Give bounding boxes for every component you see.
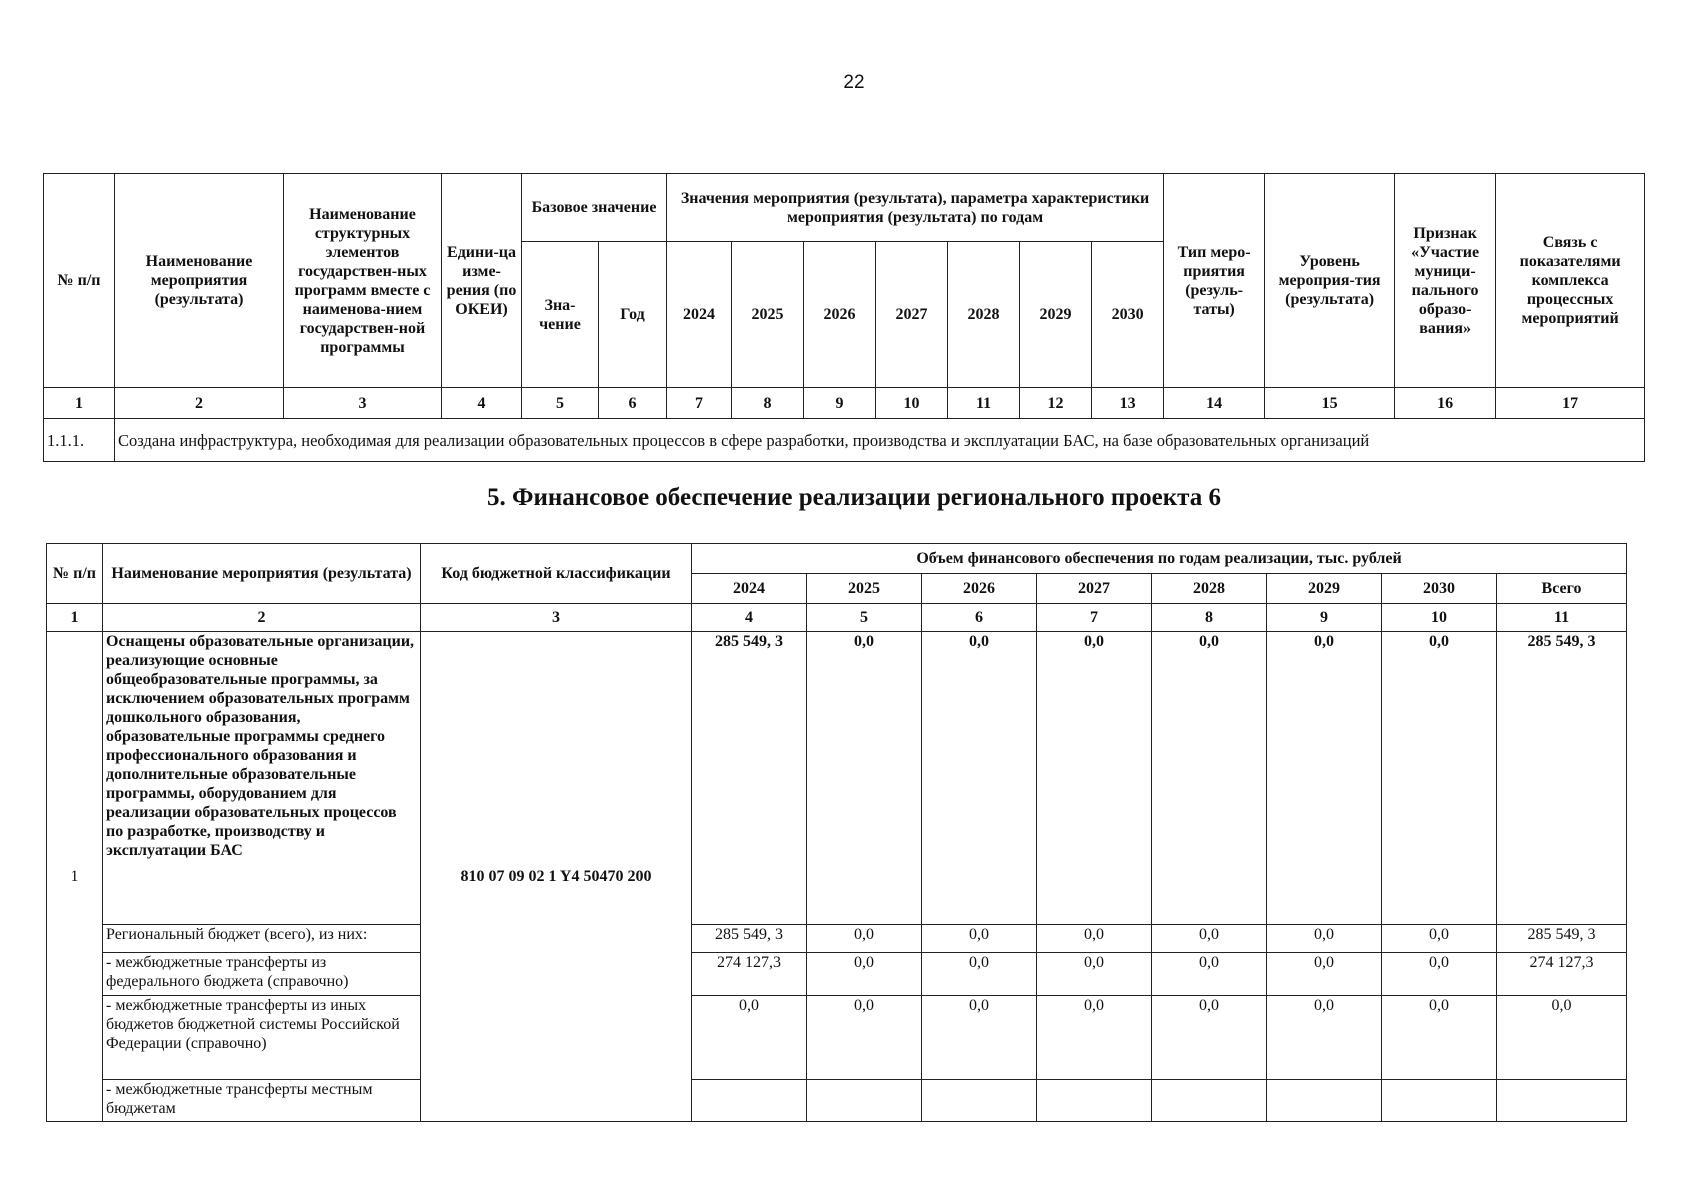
row-label: - межбюджетные трансферты местным бюджетам: [103, 1080, 421, 1122]
value-cell: [1267, 1080, 1382, 1122]
column-number: 13: [1092, 388, 1164, 419]
value-cell: 0,0: [1267, 996, 1382, 1080]
page-number: 22: [843, 72, 865, 93]
column-number: 7: [667, 388, 732, 419]
row-label: - межбюджетные трансферты из иных бюджетов бюджетной системы Российской Федерации (справочно): [103, 996, 421, 1080]
column-number: 2: [103, 604, 421, 632]
column-number: 9: [804, 388, 876, 419]
value-cell: 0,0: [922, 953, 1037, 996]
header-year: 2026: [922, 574, 1037, 604]
column-numbers-row: [44, 388, 1645, 419]
row-number: 1: [47, 632, 103, 1122]
value-cell: 0,0: [1037, 996, 1152, 1080]
column-number: 3: [284, 388, 442, 419]
total-cell: 274 127,3: [1497, 953, 1627, 996]
header-base-value: Зна-чение: [522, 242, 599, 388]
row-label: - межбюджетные трансферты из федерального бюджета (справочно): [103, 953, 421, 996]
header-total: Всего: [1497, 574, 1627, 604]
header-base: Базовое значение: [522, 174, 667, 242]
indicators-table: [43, 173, 1645, 462]
header-year: 2030: [1092, 242, 1164, 388]
value-cell: 0,0: [692, 996, 807, 1080]
header-year: 2026: [804, 242, 876, 388]
table-row: [47, 925, 1627, 953]
column-number: 1: [47, 604, 103, 632]
table-row: [44, 419, 1645, 462]
value-cell: [807, 1080, 922, 1122]
column-number: 4: [442, 388, 522, 419]
value-cell: 0,0: [1382, 632, 1497, 925]
value-cell: 0,0: [807, 632, 922, 925]
column-number: 11: [1497, 604, 1627, 632]
value-cell: 0,0: [922, 925, 1037, 953]
item-text: Создана инфраструктура, необходимая для реализации образовательных процессов в сфере разработки, производства и эксплуатации БАС, на базе образовательных организаций: [115, 419, 1645, 462]
column-number: 14: [1164, 388, 1265, 419]
column-number: 8: [732, 388, 804, 419]
column-number: 5: [522, 388, 599, 419]
value-cell: [922, 1080, 1037, 1122]
column-number: 9: [1267, 604, 1382, 632]
column-number: 8: [1152, 604, 1267, 632]
column-number: 3: [421, 604, 692, 632]
column-number: 11: [948, 388, 1020, 419]
header-no: № п/п: [44, 174, 115, 388]
total-cell: 285 549, 3: [1497, 925, 1627, 953]
value-cell: [1382, 1080, 1497, 1122]
header-type: Тип меро-приятия (резуль-таты): [1164, 174, 1265, 388]
column-number: 17: [1496, 388, 1645, 419]
column-number: 10: [876, 388, 948, 419]
header-year: 2027: [1037, 574, 1152, 604]
header-year: 2025: [807, 574, 922, 604]
total-cell: [1497, 1080, 1627, 1122]
column-number: 6: [599, 388, 667, 419]
value-cell: 274 127,3: [692, 953, 807, 996]
header-year: 2029: [1267, 574, 1382, 604]
column-number: 5: [807, 604, 922, 632]
table-row: [47, 953, 1627, 996]
value-cell: 0,0: [1152, 925, 1267, 953]
budget-code: 810 07 09 02 1 Y4 50470 200: [421, 632, 692, 1122]
financing-table: [46, 543, 1627, 1122]
column-number: 4: [692, 604, 807, 632]
header-year: 2029: [1020, 242, 1092, 388]
column-number: 6: [922, 604, 1037, 632]
value-cell: 0,0: [1382, 996, 1497, 1080]
value-cell: 0,0: [1152, 953, 1267, 996]
table-row: [47, 1080, 1627, 1122]
row-label: Региональный бюджет (всего), из них:: [103, 925, 421, 953]
column-number: 1: [44, 388, 115, 419]
value-cell: 0,0: [922, 996, 1037, 1080]
header-level: Уровень мероприя-тия (результата): [1265, 174, 1395, 388]
value-cell: 0,0: [1152, 632, 1267, 925]
header-base-year: Год: [599, 242, 667, 388]
column-number: 2: [115, 388, 284, 419]
column-number: 7: [1037, 604, 1152, 632]
column-number: 12: [1020, 388, 1092, 419]
section-title: 5. Финансовое обеспечение реализации регионального проекта 6: [486, 484, 1222, 511]
table-row: [47, 996, 1627, 1080]
column-number: 10: [1382, 604, 1497, 632]
header-link: Связь с показателями комплекса процессных мероприятий: [1496, 174, 1645, 388]
value-cell: [1152, 1080, 1267, 1122]
header-values-group: Значения мероприятия (результата), параметра характеристики мероприятия (результата) по годам: [667, 174, 1164, 242]
column-number: 15: [1265, 388, 1395, 419]
value-cell: 0,0: [807, 953, 922, 996]
header-name: Наименование мероприятия (результата): [103, 544, 421, 604]
header-year: 2024: [692, 574, 807, 604]
column-numbers-row: [47, 604, 1627, 632]
value-cell: 0,0: [922, 632, 1037, 925]
value-cell: 0,0: [1037, 925, 1152, 953]
table-row: [47, 632, 1627, 925]
header-year: 2027: [876, 242, 948, 388]
header-code: Код бюджетной классификации: [421, 544, 692, 604]
value-cell: 0,0: [1382, 953, 1497, 996]
header-struct: Наименование структурных элементов государствен-ных программ вместе с наименова-нием государствен-ной программы: [284, 174, 442, 388]
header-unit: Едини-ца изме-рения (по ОКЕИ): [442, 174, 522, 388]
value-cell: 285 549, 3: [692, 925, 807, 953]
total-cell: 285 549, 3: [1497, 632, 1627, 925]
header-no: № п/п: [47, 544, 103, 604]
header-year: 2024: [667, 242, 732, 388]
value-cell: 0,0: [1037, 953, 1152, 996]
total-cell: 0,0: [1497, 996, 1627, 1080]
value-cell: 0,0: [807, 925, 922, 953]
column-number: 16: [1395, 388, 1496, 419]
value-cell: [692, 1080, 807, 1122]
value-cell: 0,0: [1382, 925, 1497, 953]
measure-name: Оснащены образовательные организации, реализующие основные общеобразовательные программы, за исключением образовательных программ дошкольного образования, образовательные программы среднего профессионального образования и дополнительные образовательные программы, оборудованием для реализации образовательных процессов по разработке, производству и эксплуатации БАС: [103, 632, 421, 925]
value-cell: 0,0: [1267, 953, 1382, 996]
value-cell: 0,0: [1152, 996, 1267, 1080]
item-number: 1.1.1.: [44, 419, 115, 462]
header-volume: Объем финансового обеспечения по годам реализации, тыс. рублей: [692, 544, 1627, 574]
value-cell: 0,0: [1267, 925, 1382, 953]
header-year: 2028: [1152, 574, 1267, 604]
value-cell: 0,0: [1037, 632, 1152, 925]
header-year: 2030: [1382, 574, 1497, 604]
header-year: 2025: [732, 242, 804, 388]
header-sign: Признак «Участие муници-пального образо-вания»: [1395, 174, 1496, 388]
value-cell: 0,0: [1267, 632, 1382, 925]
value-cell: 0,0: [807, 996, 922, 1080]
value-cell: 285 549, 3: [692, 632, 807, 925]
value-cell: [1037, 1080, 1152, 1122]
header-year: 2028: [948, 242, 1020, 388]
header-name: Наименование мероприятия (результата): [115, 174, 284, 388]
